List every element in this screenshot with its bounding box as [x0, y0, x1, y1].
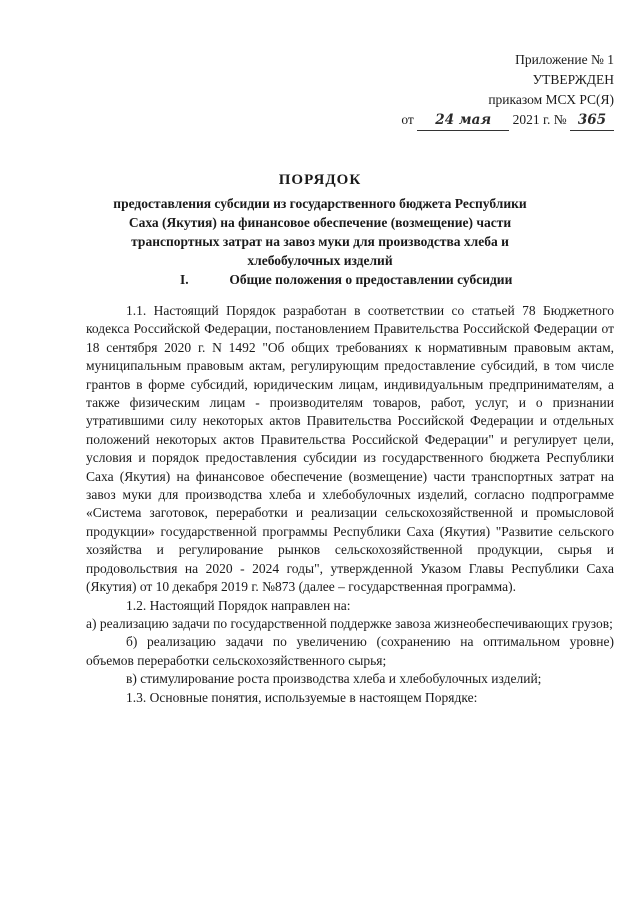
paragraph-1-2: 1.2. Настоящий Порядок направлен на: — [126, 597, 351, 613]
year-text: 2021 г. № — [512, 112, 567, 127]
date-prefix: от — [401, 112, 414, 127]
handwritten-date: 24 мая — [417, 110, 509, 131]
document-title: ПОРЯДОК — [278, 172, 362, 188]
section-number: I. — [180, 272, 189, 287]
order-label: приказом МСХ РС(Я) — [488, 92, 614, 107]
list-item-b: б) реализацию задачи по увеличению (сохранению на оптимальном уровне) объемов переработки сельскохозяйственного сырья; — [86, 634, 614, 668]
document-subtitle: предоставления субсидии из государственного бюджета Республики Саха (Якутия) на финансовое обеспечение (возмещение) части транспортных затрат на завоз муки для производства хлеба и хлебобулочных изделий — [113, 196, 527, 268]
approved-label: УТВЕРЖДЕН — [532, 72, 614, 87]
section-heading — [180, 272, 512, 288]
appendix-label: Приложение № 1 — [515, 52, 614, 67]
handwritten-number: 365 — [570, 110, 614, 131]
approval-block — [401, 50, 614, 131]
list-item-c: в) стимулирование роста производства хлеба и хлебобулочных изделий; — [126, 671, 542, 687]
list-item-a: а) реализацию задачи по государственной поддержке завоза жизнеобеспечивающих грузов; — [86, 615, 613, 631]
paragraph-1-3: 1.3. Основные понятия, используемые в настоящем Порядке: — [126, 689, 478, 705]
document-body — [86, 302, 614, 707]
order-date-line — [401, 110, 614, 131]
section-title: Общие положения о предоставлении субсидии — [229, 272, 513, 287]
paragraph-1-1: 1.1. Настоящий Порядок разработан в соответствии со статьей 78 Бюджетного кодекса Российской Федерации, постановлением Правительства Российской Федерации от 18 сентября 2020 г. N 1492 "Об общих требованиях к нормативным правовым актам, муниципальным правовым актам, регулирующим предоставление субсидий, в том числе грантов в форме субсидий, юридическим лицам, индивидуальным предпринимателям, а также физическим лицам - производителям товаров, работ, услуг, и о признании утратившими силу некоторых актов Правительства Российской Федерации и отдельных положений некоторых актов Правительства Российской Федерации" и регулирует цели, условия и порядок предоставления субсидии из государственного бюджета Республики Саха (Якутия) на финансовое обеспечение (возмещение) части транспортных затрат на завоз муки для производства хлеба и хлебобулочных изделий, согласно подпрограмме «Система заготовок, переработки и реализации сельскохозяйственной и промысловой продукции» государственной программы Республики Саха (Якутия) "Развитие сельского хозяйства и регулирование рынков сельскохозяйственной продукции, сырья и продовольствия на 2020 - 2024 годы", утвержденной Указом Главы Республики Саха (Якутия) от 10 декабря 2019 г. №873 (далее – государственная программа). — [86, 303, 614, 595]
